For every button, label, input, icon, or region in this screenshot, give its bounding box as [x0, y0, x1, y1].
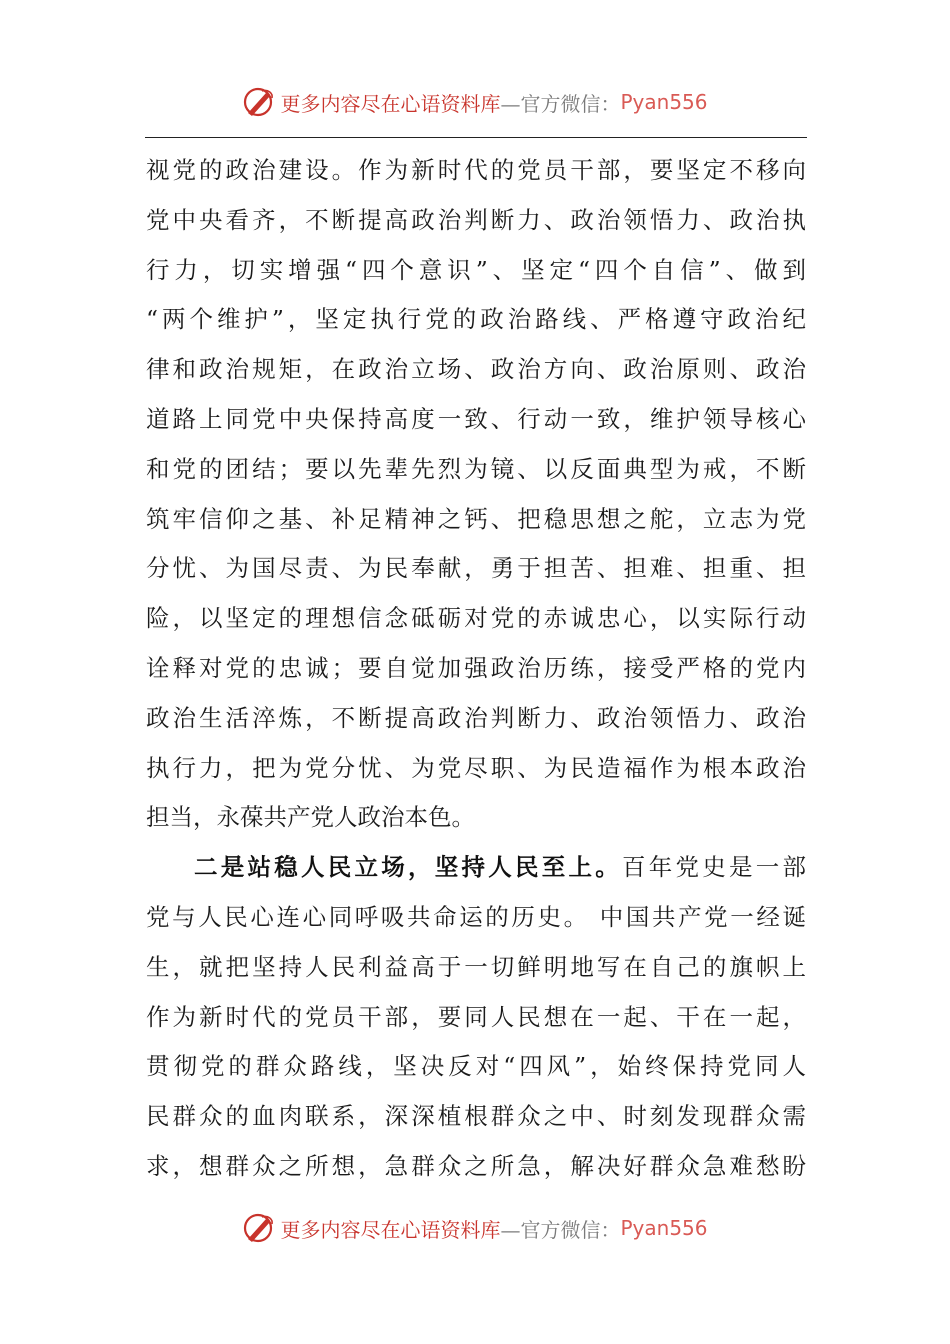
text-line: 贯彻党的群众路线，坚决反对“四风”，始终保持党同人 — [146, 1052, 806, 1081]
text-line: 生，就把坚持人民利益高于一切鲜明地写在自己的旗帜上 — [146, 952, 806, 981]
text-line: “两个维护”，坚定执行党的政治路线、严格遵守政治纪 — [146, 305, 806, 334]
text-line: 视党的政治建设。作为新时代的党员干部，要坚定不移向 — [146, 156, 806, 184]
paragraph-2-first-line — [146, 843, 806, 893]
header-divider — [145, 137, 807, 138]
text-line: 道路上同党中央保持高度一致、行动一致，维护领导核心 — [146, 404, 806, 433]
text-line: 政治生活淬炼，不断提高政治判断力、政治领悟力、政治 — [146, 703, 806, 732]
text-span: 百年党史是一部 — [622, 853, 806, 882]
text-line: 分忧、为国尽责、为民奉献，勇于担苦、担难、担重、担 — [146, 554, 806, 583]
text-line: 和党的团结；要以先辈先烈为镜、以反面典型为戒，不断 — [146, 454, 806, 483]
text-line: 民群众的血肉联系，深深植根群众之中、时刻发现群众需 — [146, 1102, 806, 1131]
text-line: 党与人民心连心同呼吸共命运的历史。 中国共产党一经诞 — [146, 902, 806, 931]
footer-wechat-id: Pyan556 — [620, 1216, 708, 1240]
text-line: 诠释对党的忠诚；要自觉加强政治历练，接受严格的党内 — [146, 653, 806, 682]
paragraph-1 — [146, 146, 806, 843]
header-wechat-label: —官方微信： — [500, 91, 621, 116]
text-line: 险，以坚定的理想信念砥砺对党的赤诚忠心，以实际行动 — [146, 604, 806, 633]
pen-logo-icon — [242, 1211, 276, 1245]
header-wechat-id: Pyan556 — [620, 90, 708, 114]
text-line: 担当，永葆共产党人政治本色。 — [146, 803, 475, 832]
pen-logo-icon — [242, 85, 276, 119]
footer-watermark — [0, 1208, 950, 1248]
paragraph-2 — [146, 843, 806, 1192]
text-line: 党中央看齐，不断提高政治判断力、政治领悟力、政治执 — [146, 205, 806, 234]
text-line: 律和政治规矩，在政治立场、政治方向、政治原则、政治 — [146, 355, 806, 384]
text-line: 执行力，把为党分忧、为党尽职、为民造福作为根本政治 — [146, 753, 806, 782]
section-heading: 二是站稳人民立场，坚持人民至上。 — [194, 853, 622, 882]
header-brand-text: 更多内容尽在心语资料库 — [280, 91, 501, 116]
text-line: 作为新时代的党员干部，要同人民想在一起、干在一起， — [146, 1002, 806, 1031]
header-watermark — [0, 82, 950, 122]
footer-wechat-label: —官方微信： — [500, 1217, 621, 1242]
text-line: 行力，切实增强“四个意识”、坚定“四个自信”、做到 — [146, 255, 806, 284]
footer-brand-text: 更多内容尽在心语资料库 — [280, 1217, 501, 1242]
text-line: 求，想群众之所想，急群众之所急，解决好群众急难愁盼 — [146, 1151, 806, 1180]
text-line: 筑牢信仰之基、补足精神之钙、把稳思想之舵，立志为党 — [146, 504, 806, 533]
document-body — [146, 146, 806, 1192]
